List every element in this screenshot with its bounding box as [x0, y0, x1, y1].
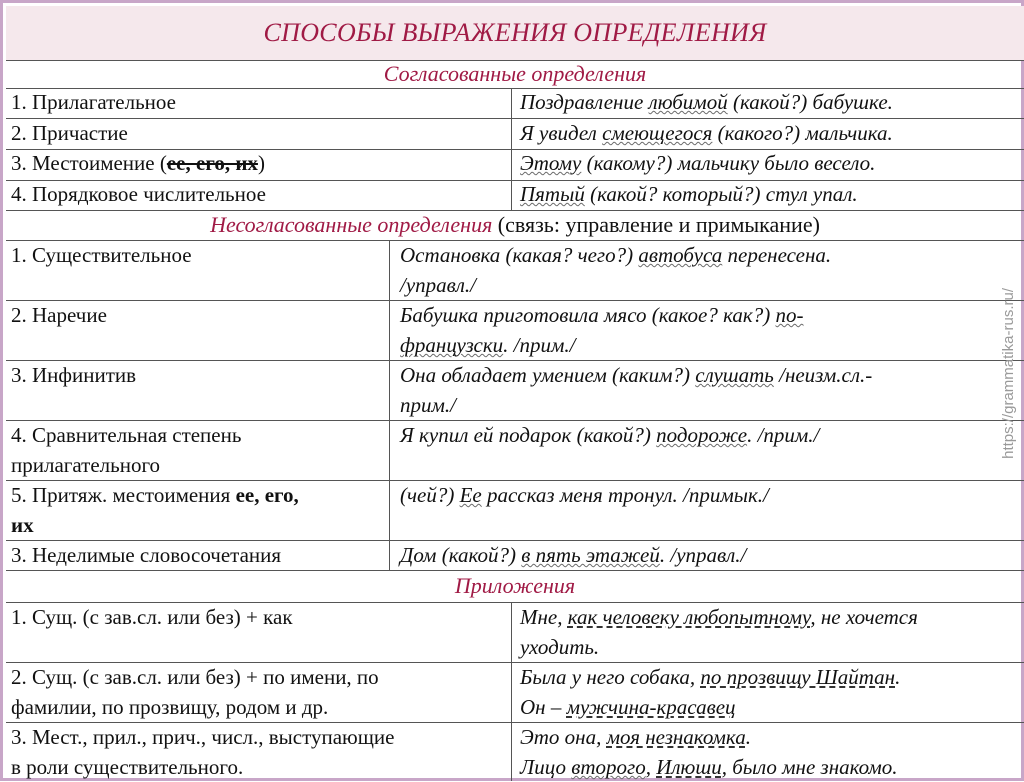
agreed-row-3-example: Этому (какому?) мальчику было весело.	[520, 151, 876, 175]
apposition-row-1-type: 1. Сущ. (с зав.сл. или без) + как	[11, 605, 293, 629]
agreed-row-2-type: 2. Причастие	[11, 121, 128, 145]
nonagreed-row-3-example-line2: прим./	[400, 393, 456, 417]
nonagreed-row-5-example: (чей?) Ее рассказ меня тронул. /примык./	[400, 483, 769, 507]
nonagreed-row-4-type-line2: прилагательного	[11, 453, 161, 477]
nonagreed-row-3-type: 3. Инфинитив	[11, 363, 137, 387]
agreed-row-1-example: Поздравление любимой (какой?) бабушке.	[520, 90, 893, 114]
nonagreed-row-3-example-line1: Она обладает умением (каким?) слушать /неизм.сл.-	[400, 363, 873, 387]
agreed-row-3-type: 3. Местоимение (ее, его, их)	[11, 151, 265, 175]
nonagreed-row-1-type: 1. Существительное	[11, 243, 192, 267]
nonagreed-row-2-type: 2. Наречие	[11, 303, 107, 327]
site-watermark: https://grammatika-rus.ru/	[1000, 288, 1017, 459]
agreed-row-1-type: 1. Прилагательное	[11, 90, 176, 114]
nonagreed-row-4-example: Я купил ей подарок (какой?) подороже. /прим./	[400, 423, 820, 447]
agreed-row-4-type: 4. Порядковое числительное	[11, 182, 266, 206]
nonagreed-row-5-type-line2: их	[11, 513, 34, 537]
nonagreed-row-6-example: Дом (какой?) в пять этажей. /управл./	[400, 543, 747, 567]
nonagreed-row-2-example-line1: Бабушка приготовила мясо (какое? как?) по-	[400, 303, 804, 327]
apposition-row-3-example-line1: Это она, моя незнакомка.	[520, 725, 751, 749]
agreed-row-2-example: Я увидел смеющегося (какого?) мальчика.	[520, 121, 893, 145]
section-agreed-heading: Согласованные определения	[383, 61, 647, 86]
section-nonagreed-heading: Несогласованные определения (связь: управление и примыкание)	[210, 212, 820, 237]
apposition-row-3-type-line1: 3. Мест., прил., прич., числ., выступающие	[11, 725, 395, 749]
apposition-row-2-example-line1: Была у него собака, по прозвищу Шайтан.	[520, 665, 901, 689]
nonagreed-row-2-example-line2: французски. /прим./	[400, 333, 576, 357]
nonagreed-row-1-example-line1: Остановка (какая? чего?) автобуса перенесена.	[400, 243, 832, 267]
apposition-row-2-type-line1: 2. Сущ. (с зав.сл. или без) + по имени, по	[11, 665, 379, 689]
apposition-row-1-example-line1: Мне, как человеку любопытному, не хочется	[520, 605, 918, 629]
nonagreed-row-6-type: 3. Неделимые словосочетания	[11, 543, 282, 567]
page-title: СПОСОБЫ ВЫРАЖЕНИЯ ОПРЕДЕЛЕНИЯ	[6, 6, 1024, 60]
nonagreed-row-4-type-line1: 4. Сравнительная степень	[11, 423, 242, 447]
nonagreed-row-5-type-line1: 5. Притяж. местоимения ее, его,	[11, 483, 299, 507]
apposition-row-1-example-line2: уходить.	[520, 635, 600, 659]
column-divider	[511, 602, 512, 781]
apposition-row-3-type-line2: в роли существительного.	[11, 755, 244, 779]
apposition-row-2-example-line2: Он – мужчина-красавец	[520, 695, 736, 719]
column-divider	[389, 240, 390, 570]
section-appositions-heading: Приложения	[454, 573, 576, 598]
agreed-row-4-example: Пятый (какой? который?) стул упал.	[520, 182, 858, 206]
apposition-row-2-type-line2: фамилии, по прозвищу, родом и др.	[11, 695, 329, 719]
apposition-row-3-example-line2: Лицо второго, Илюши, было мне знакомо.	[520, 755, 898, 779]
nonagreed-row-1-example-line2: /управл./	[400, 273, 477, 297]
